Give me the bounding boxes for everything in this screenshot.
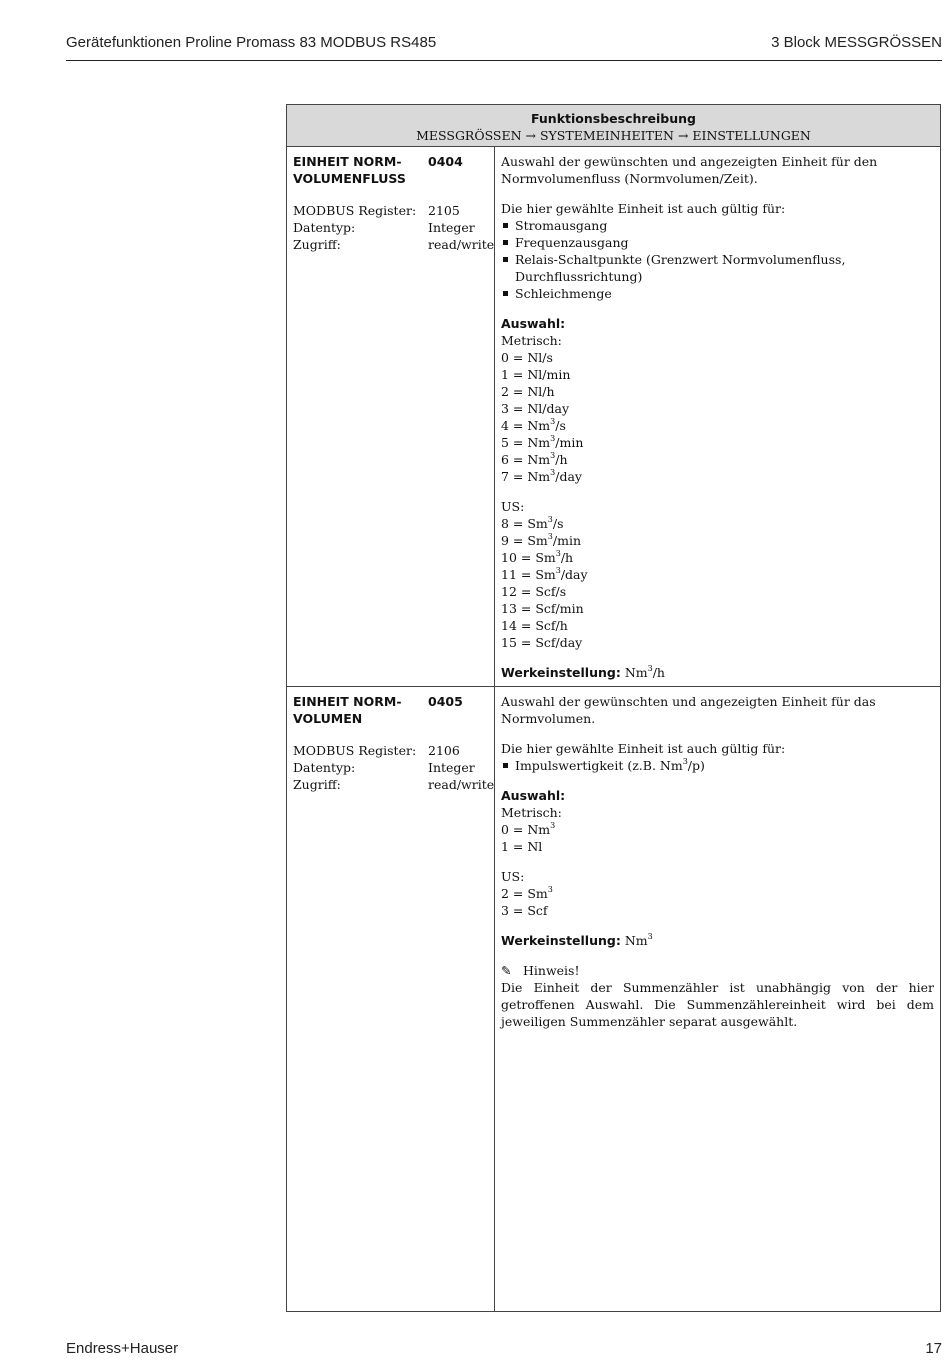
- option-item: 15 = Scf/day: [501, 635, 583, 650]
- default-label: Werkeinstellung:: [501, 665, 621, 680]
- validity-block: [501, 200, 934, 302]
- header-title: Gerätefunktionen Proline Promass 83 MODBUS RS485: [66, 34, 437, 51]
- pencil-icon: ✎: [501, 963, 512, 978]
- default-setting: [501, 932, 934, 949]
- description-text: Auswahl der gewünschten und angezeigten Einheit für den Normvolumenfluss (Normvolumen/Zeit).: [501, 154, 878, 186]
- page-footer: [66, 1340, 942, 1360]
- description-text: Auswahl der gewünschten und angezeigten Einheit für das Normvolumen.: [501, 694, 876, 726]
- option-item: $7 = Nm^3$/day: [501, 468, 582, 484]
- meta-label: MODBUS Register:: [293, 743, 417, 758]
- list-item: Frequenzausgang: [501, 234, 934, 251]
- list-item: Impulswertigkeit (z.B. Nm$^3$/p): [501, 757, 934, 774]
- option-item: $4 = Nm^3/s$: [501, 417, 566, 433]
- option-item: $5 = Nm^3/\min$: [501, 434, 584, 450]
- metric-label: Metrisch:: [501, 805, 562, 820]
- page-header: [66, 30, 942, 61]
- meta-label: Datentyp:: [293, 760, 356, 775]
- option-item: 3 = Scf: [501, 903, 548, 918]
- option-item: $2 = Sm^3$: [501, 885, 553, 901]
- default-value: Nm$^3$: [624, 932, 653, 948]
- footer-brand: Endress+Hauser: [66, 1340, 179, 1357]
- selection-label: Auswahl:: [501, 316, 566, 331]
- meta-label: Zugriff:: [293, 777, 341, 792]
- default-value: Nm$^3$/h: [624, 664, 665, 680]
- us-label: US:: [501, 499, 525, 514]
- validity-intro: Die hier gewählte Einheit ist auch gültig für:: [501, 741, 786, 756]
- meta-value: read/write: [428, 237, 495, 252]
- modbus-meta: [293, 202, 493, 253]
- us-options: [501, 868, 934, 919]
- meta-value: read/write: [428, 777, 495, 792]
- selection-label: Auswahl:: [501, 788, 566, 803]
- meta-label: Zugriff:: [293, 237, 341, 252]
- default-setting: [501, 664, 934, 681]
- option-item: 3 = Nl/day: [501, 401, 570, 416]
- header-section: 3 Block MESSGRÖSSEN: [771, 34, 942, 51]
- function-info: [287, 687, 495, 1311]
- modbus-meta: [293, 742, 493, 793]
- metric-label: Metrisch:: [501, 333, 562, 348]
- meta-value: Integer: [428, 220, 475, 235]
- meta-value: 2105: [428, 203, 460, 218]
- meta-label: MODBUS Register:: [293, 203, 417, 218]
- option-item: $0 = Nm^3$: [501, 821, 556, 837]
- function-code: 0405: [428, 694, 463, 709]
- function-name: EINHEIT NORM-VOLUMEN: [293, 694, 402, 726]
- table-header: [287, 105, 940, 147]
- function-info: [287, 147, 495, 686]
- function-code: 0404: [428, 154, 463, 169]
- option-item: $8 = Sm^3/s$: [501, 515, 564, 531]
- table-row: [287, 147, 940, 687]
- page-number: 17: [925, 1340, 942, 1357]
- meta-value: 2106: [428, 743, 460, 758]
- function-description: [495, 687, 940, 1036]
- option-item: $10 = Sm^3/h$: [501, 549, 574, 565]
- function-table: [286, 104, 941, 1312]
- option-item: 2 = Nl/h: [501, 384, 555, 399]
- note-text: Die Einheit der Summenzähler ist unabhängig von der hier getroffenen Auswahl. Die Summenzählereinheit wird bei dem jeweiligen Summenzähler separat ausgewählt.: [501, 980, 934, 1029]
- table-title: Funktionsbeschreibung: [530, 111, 696, 126]
- metric-options: [501, 315, 934, 485]
- option-item: $9 = Sm^3/\min$: [501, 532, 582, 548]
- note-title: Hinweis!: [523, 963, 580, 978]
- meta-label: Datentyp:: [293, 220, 356, 235]
- default-label: Werkeinstellung:: [501, 933, 621, 948]
- list-item: Relais-Schaltpunkte (Grenzwert Normvolumenfluss, Durchflussrichtung): [501, 251, 934, 285]
- option-list: [501, 515, 934, 651]
- option-item: 0 = Nl/s: [501, 350, 553, 365]
- option-item: 1 = Nl/min: [501, 367, 571, 382]
- list-item: Schleichmenge: [501, 285, 934, 302]
- option-item: $6 = Nm^3/h$: [501, 451, 568, 467]
- us-options: [501, 498, 934, 651]
- metric-options: [501, 787, 934, 855]
- option-item: 12 = Scf/s: [501, 584, 567, 599]
- table-row: [287, 687, 940, 1311]
- validity-intro: Die hier gewählte Einheit ist auch gültig für:: [501, 201, 786, 216]
- note-block: [501, 962, 934, 1030]
- option-item: 13 = Scf/min: [501, 601, 584, 616]
- function-name: EINHEIT NORM-VOLUMENFLUSS: [293, 154, 406, 186]
- option-list: [501, 821, 934, 855]
- validity-block: [501, 740, 934, 774]
- list-item: Stromausgang: [501, 217, 934, 234]
- option-list: [501, 349, 934, 485]
- table-path: MESSGRÖSSEN → SYSTEMEINHEITEN → EINSTELLUNGEN: [416, 128, 811, 143]
- function-description: [495, 147, 940, 687]
- us-label: US:: [501, 869, 525, 884]
- option-list: [501, 885, 934, 919]
- option-item: $11 = Sm^3$/day: [501, 566, 588, 582]
- option-item: 1 = Nl: [501, 839, 543, 854]
- meta-value: Integer: [428, 760, 475, 775]
- option-item: 14 = Scf/h: [501, 618, 568, 633]
